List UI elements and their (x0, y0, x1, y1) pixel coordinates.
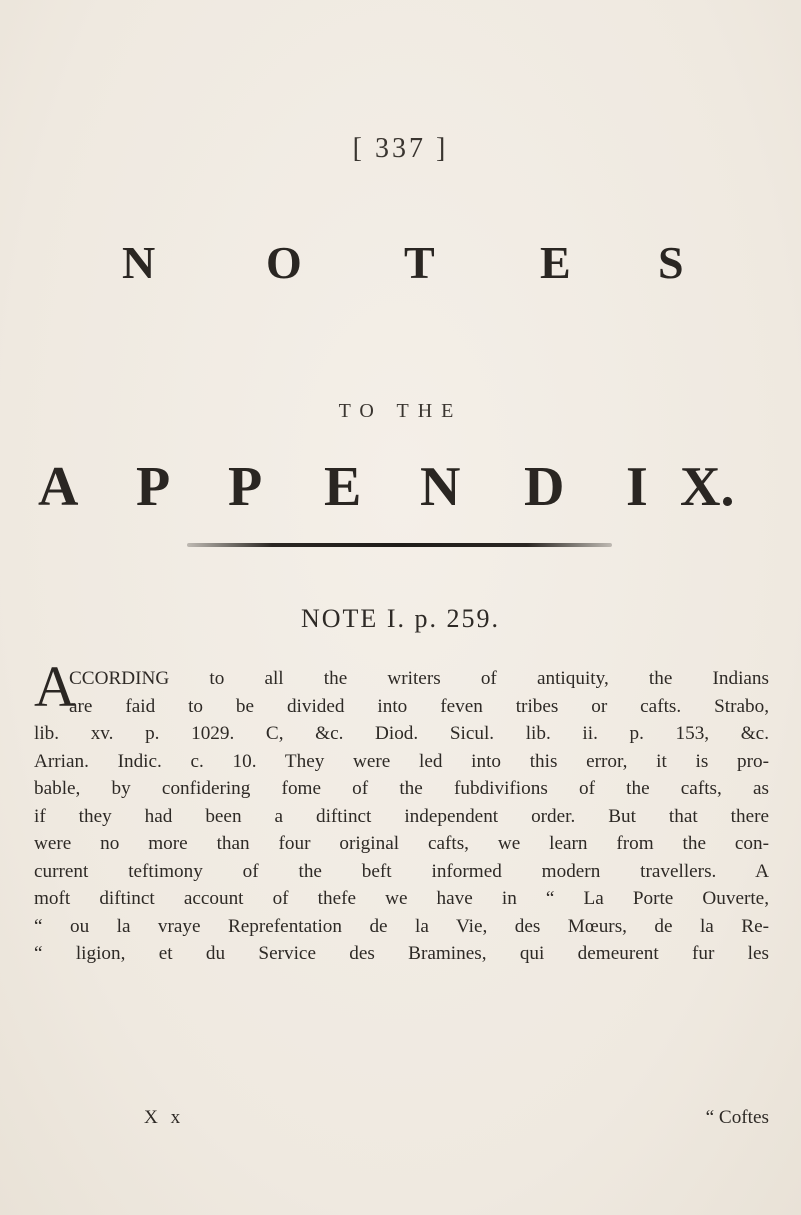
text-line: current teftimony of the beft informed modern travellers. A (34, 860, 769, 882)
heading-letter: N (420, 456, 461, 518)
sub-heading: TO THE (338, 400, 463, 422)
heading-letter: N (122, 237, 156, 288)
signature-mark: X x (144, 1107, 185, 1128)
text-line: lib. xv. p. 1029. C, &c. Diod. Sicul. lib. ii. p. 153, &c. (34, 723, 769, 744)
text-line: are faid to be divided into feven tribes or cafts. Strabo, (69, 695, 769, 717)
text-line: “ ligion, et du Service des Bramines, qui demeurent fur les (34, 943, 769, 964)
page-number: [ 337 ] (352, 133, 449, 164)
text-line: if they had been a diftinct independent order. But that there (34, 805, 769, 827)
note-heading: NOTE I. p. 259. (301, 604, 500, 633)
text-line: moft diftinct account of thefe we have in “ La Porte Ouverte, (34, 888, 769, 909)
heading-letter: E (540, 237, 571, 288)
body-text (34, 668, 769, 971)
drop-cap: A (34, 654, 76, 719)
heading-letter: A (38, 456, 79, 518)
heading-notes (0, 236, 801, 292)
heading-letter: D (524, 456, 565, 518)
section-rule (187, 543, 612, 547)
heading-letter: X. (680, 456, 735, 518)
heading-letter: O (266, 237, 302, 288)
text-line: bable, by confidering fome of the fubdivifions of the cafts, as (34, 778, 769, 799)
text-line: were no more than four original cafts, we learn from the con- (34, 833, 769, 854)
heading-letter: P (228, 456, 263, 518)
heading-letter: P (136, 456, 171, 518)
text-line: CCORDING to all the writers of antiquity, the Indians (69, 668, 769, 689)
catchword: “ Coftes (705, 1107, 769, 1128)
heading-letter: S (658, 237, 684, 288)
heading-letter: E (324, 456, 362, 518)
heading-letter: I (626, 456, 648, 518)
text-line: “ ou la vraye Reprefentation de la Vie, des Mœurs, de la Re- (34, 915, 769, 937)
text-line: Arrian. Indic. c. 10. They were led into this error, it is pro- (34, 750, 769, 772)
heading-letter: T (404, 237, 435, 288)
heading-appendix (0, 455, 801, 521)
